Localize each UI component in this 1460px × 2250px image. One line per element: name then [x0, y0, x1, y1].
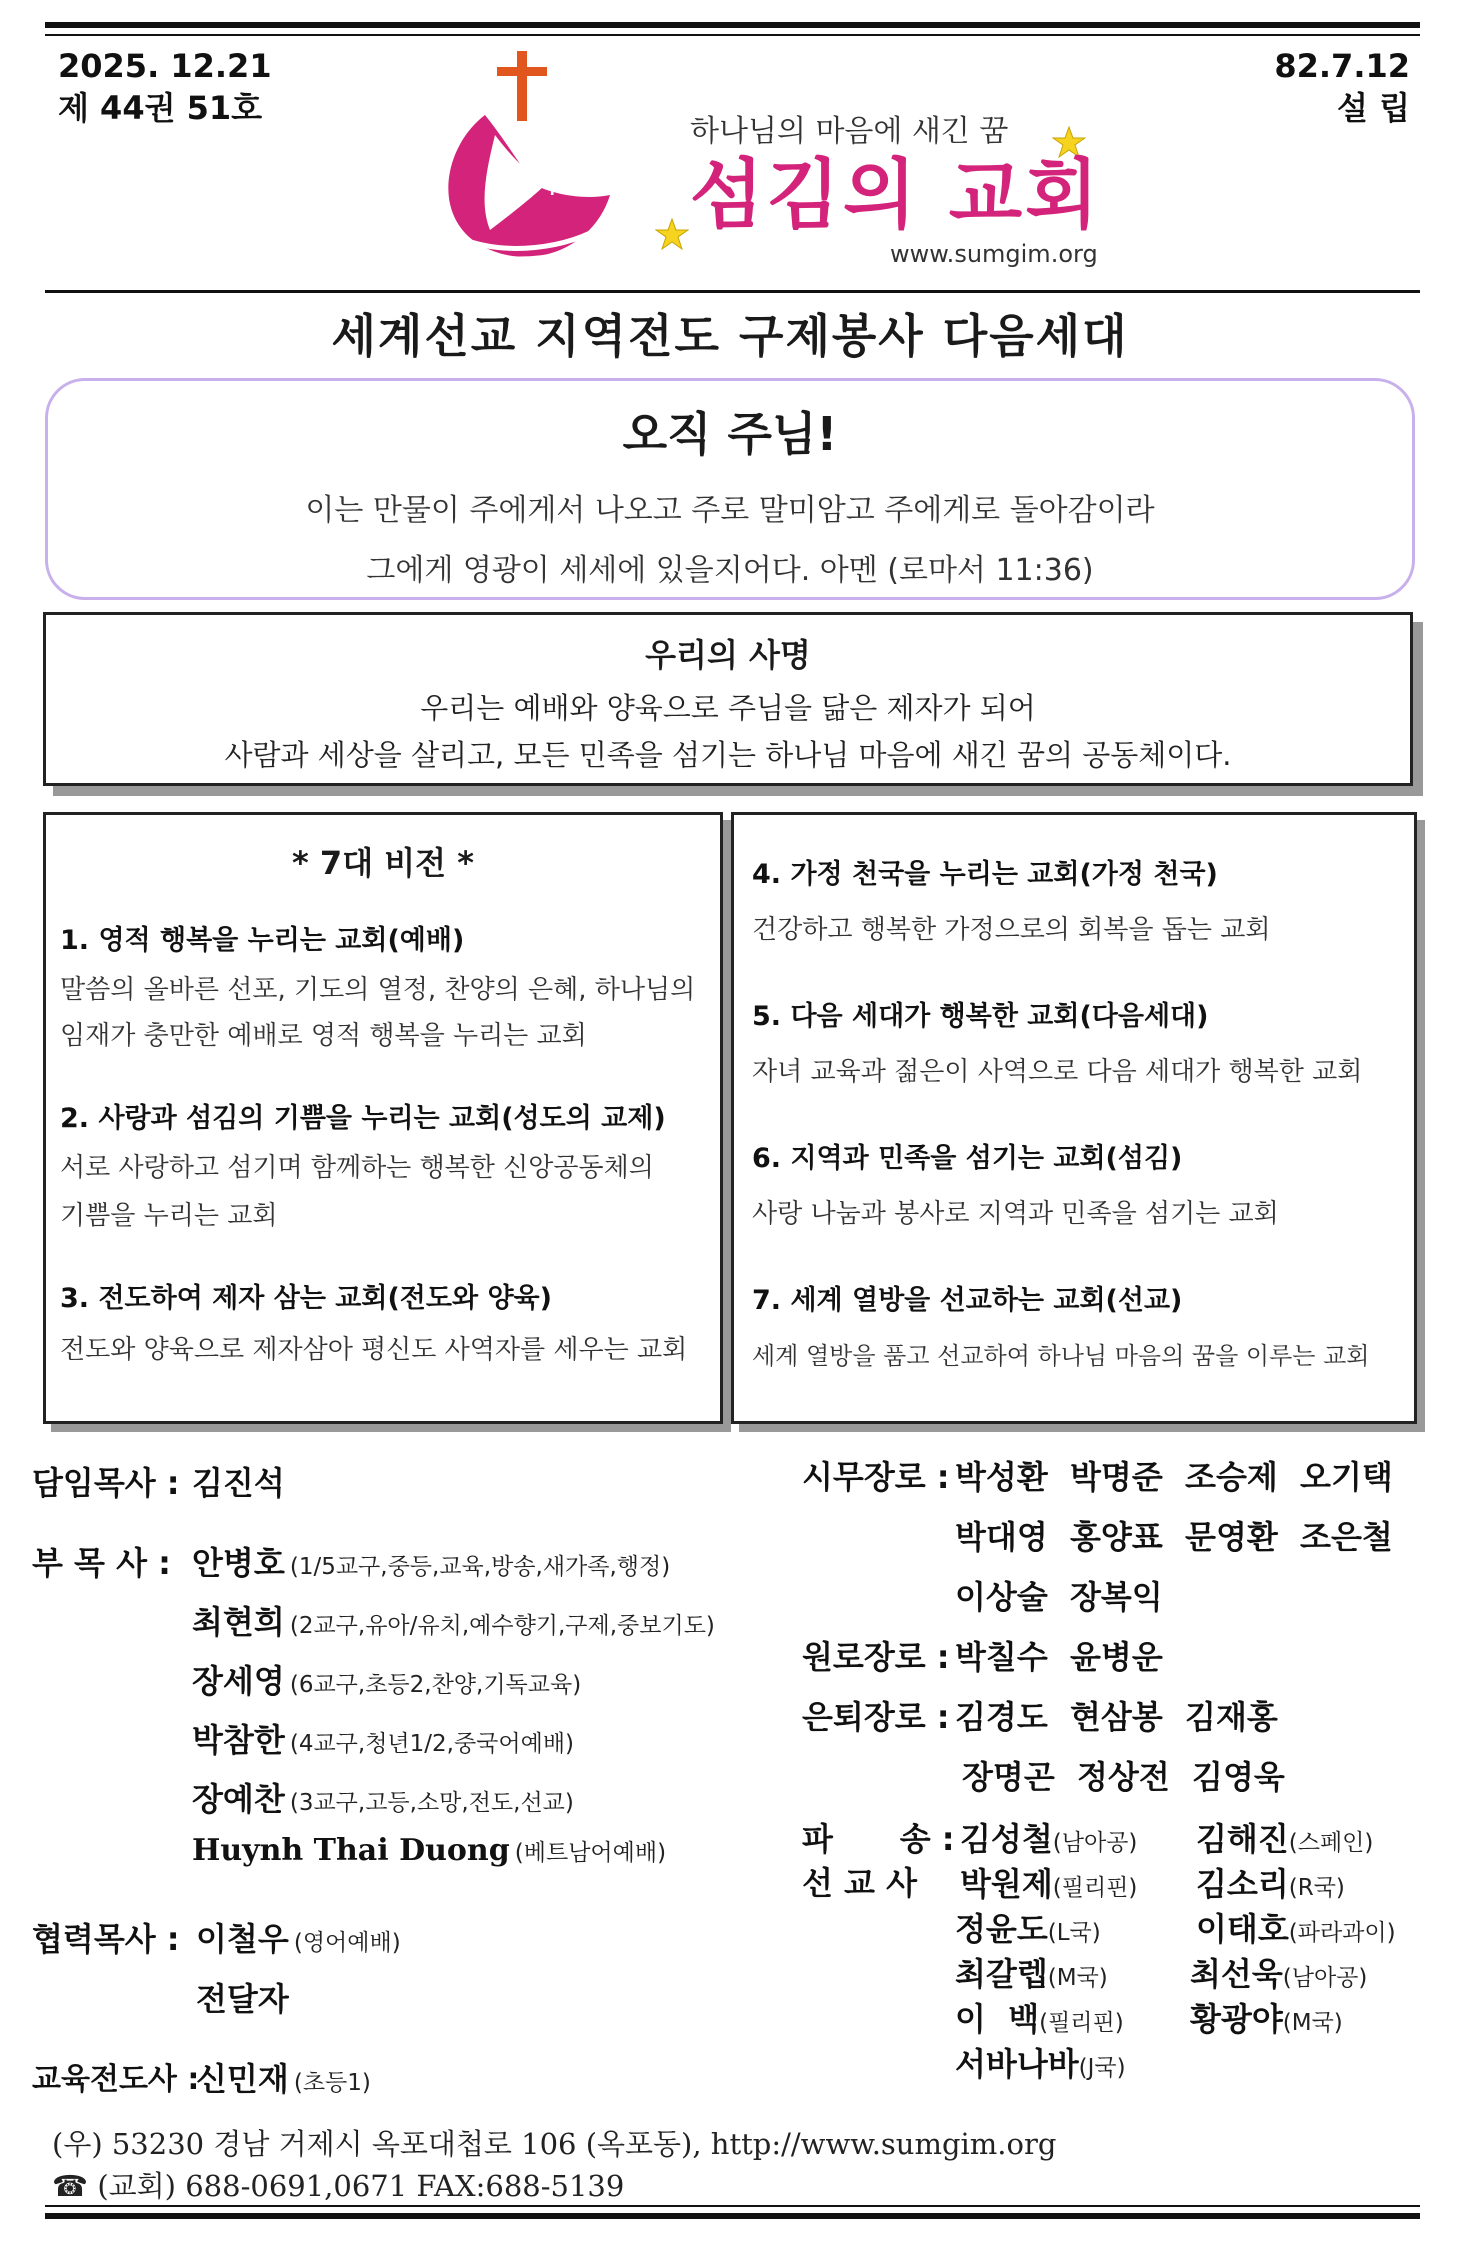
church-address: (우) 53230 경남 거제시 옥포대첩로 106 (옥포동), http://www.sumgim.org — [52, 2127, 1057, 2161]
missionary-region: (필리핀) — [1039, 2010, 1124, 2036]
missionary-item — [955, 2039, 1126, 2085]
missionary-item — [955, 1904, 1101, 1950]
founded-label: 설 립 — [1337, 89, 1410, 127]
mission-line-1: 우리는 예배와 양육으로 주님을 닮은 제자가 되어 — [420, 691, 1036, 725]
issue-date: 2025. 12.21 — [58, 47, 272, 85]
cooperating-pastor-row — [196, 1974, 289, 2020]
missionary-item — [955, 1949, 1108, 1995]
vision-item-3-body: 전도와 양육으로 제자삼아 평신도 사역자를 세우는 교회 — [60, 1335, 688, 1365]
missionary-region: (L국) — [1047, 1920, 1101, 1946]
slogan: 세계선교 지역전도 구제봉사 다음세대 — [331, 309, 1129, 363]
church-website[interactable]: www.sumgim.org — [890, 240, 1098, 268]
education-evangelist-note: (초등1) — [293, 2070, 371, 2096]
vision-item-6-body: 사랑 나눔과 봉사로 지역과 민족을 섬기는 교회 — [752, 1199, 1279, 1229]
vision-item-7-body: 세계 열방을 품고 선교하여 하나님 마음의 꿈을 이루는 교회 — [752, 1342, 1370, 1370]
church-logo-icon — [425, 45, 635, 270]
missionary-name: 최선욱 — [1190, 1955, 1283, 1993]
church-tagline: 하나님의 마음에 새긴 꿈 — [690, 114, 1009, 149]
education-evangelist-row — [196, 2054, 371, 2100]
missionary-region: (파라과이) — [1288, 1920, 1396, 1946]
phone-icon: ☎ — [52, 2169, 89, 2203]
cooperating-pastor-name: 전달자 — [196, 1980, 289, 2018]
missionary-item — [960, 1859, 1137, 1905]
verse-title: 오직 주님! — [622, 407, 838, 461]
verse-line-2: 그에게 영광이 세세에 있을지어다. 아멘 (로마서 11:36) — [366, 553, 1094, 588]
missionary-name: 정윤도 — [955, 1910, 1048, 1948]
mission-line-2: 사람과 세상을 살리고, 모든 민족을 섬기는 하나님 마음에 새긴 꿈의 공동체이다. — [224, 738, 1232, 772]
vision-item-3-head: 3. 전도하여 제자 삼는 교회(전도와 양육) — [60, 1283, 552, 1314]
missionary-item — [1196, 1904, 1396, 1950]
missionary-region: (남아공) — [1052, 1830, 1138, 1856]
mission-title: 우리의 사명 — [645, 636, 811, 674]
missionary-item — [955, 1994, 1124, 2040]
missionary-item — [1190, 1949, 1367, 1995]
cooperating-pastor-label: 협력목사 : — [32, 1920, 180, 1958]
missionary-label-2: 선 교 사 — [802, 1864, 918, 1902]
vision-item-4-body: 건강하고 행복한 가정으로의 회복을 돕는 교회 — [752, 915, 1271, 945]
associate-name: 장예찬 — [192, 1780, 285, 1818]
associate-name: 안병호 — [192, 1544, 285, 1582]
honorary-elders-label: 원로장로 : — [802, 1638, 950, 1676]
missionary-item — [1190, 1994, 1343, 2040]
retired-elders-label: 은퇴장로 : — [802, 1698, 950, 1736]
missionary-name: 박원제 — [960, 1865, 1053, 1903]
missionary-name: 이태호 — [1196, 1910, 1289, 1948]
associate-note: (2교구,유아/유치,예수향기,구제,중보기도) — [289, 1613, 715, 1639]
missionary-item — [960, 1814, 1137, 1860]
svg-text:+++: +++ — [543, 176, 599, 201]
associate-pastor-row — [192, 1774, 574, 1820]
vision-item-2-body2: 기쁨을 누리는 교회 — [60, 1201, 278, 1231]
associate-note: (1/5교구,중등,교육,방송,새가족,행정) — [289, 1554, 671, 1580]
founded-date: 82.7.12 — [1274, 47, 1410, 85]
cooperating-pastor-name: 이철우 — [196, 1920, 289, 1958]
cooperating-pastor-note: (영어예배) — [293, 1930, 401, 1956]
star-icon — [655, 218, 689, 252]
associate-pastor-row — [192, 1656, 581, 1702]
missionary-region: (M국) — [1282, 2010, 1343, 2036]
cooperating-pastor-row — [196, 1914, 401, 1960]
missionary-region: (남아공) — [1282, 1965, 1368, 1991]
elders-label: 시무장로 : — [802, 1458, 950, 1496]
vision-item-1-head: 1. 영적 행복을 누리는 교회(예배) — [60, 925, 465, 956]
elders-row-1: 박성환 박명준 조승제 오기택 — [955, 1458, 1393, 1496]
missionary-name: 최갈렙 — [955, 1955, 1048, 1993]
missionary-name: 김해진 — [1196, 1820, 1289, 1858]
senior-pastor-name: 김진석 — [192, 1464, 285, 1502]
vision-title: * 7대 비전 * — [292, 844, 474, 882]
associate-name: 장세영 — [192, 1662, 285, 1700]
missionary-region: (R국) — [1288, 1875, 1345, 1901]
missionary-region: (필리핀) — [1052, 1875, 1138, 1901]
missionary-name: 김소리 — [1196, 1865, 1289, 1903]
header-rule — [45, 290, 1420, 293]
associate-pastor-row — [192, 1538, 670, 1584]
missionary-region: (M국) — [1047, 1965, 1108, 1991]
missionary-region: (스페인) — [1288, 1830, 1374, 1856]
vision-right-box — [731, 812, 1417, 1424]
issue-volume: 제 44권 51호 — [58, 89, 263, 127]
bottom-rule — [45, 2213, 1420, 2219]
vision-item-1-body: 말씀의 올바른 선포, 기도의 열정, 찬양의 은혜, 하나님의 — [60, 975, 696, 1005]
associate-pastor-row — [192, 1597, 715, 1643]
associate-name: 최현희 — [192, 1603, 285, 1641]
missionary-name: 황광야 — [1190, 2000, 1283, 2038]
church-name: 섬김의 교회 — [690, 150, 1102, 239]
associate-pastor-label: 부 목 사 : — [32, 1544, 171, 1582]
vision-item-6-head: 6. 지역과 민족을 섬기는 교회(섬김) — [752, 1143, 1183, 1174]
vision-item-2-head: 2. 사랑과 섬김의 기쁨을 누리는 교회(성도의 교제) — [60, 1103, 666, 1134]
missionary-item — [1196, 1859, 1345, 1905]
vision-item-5-body: 자녀 교육과 젊은이 사역으로 다음 세대가 행복한 교회 — [752, 1057, 1363, 1087]
education-evangelist-label: 교육전도사 : — [32, 2062, 200, 2097]
missionary-label-1: 파 송 : — [802, 1820, 955, 1858]
vision-item-7-head: 7. 세계 열방을 선교하는 교회(선교) — [752, 1285, 1183, 1316]
associate-note: (6교구,초등2,찬양,기독교육) — [289, 1672, 582, 1698]
retired-elders-row-1: 김경도 현삼봉 김재홍 — [955, 1698, 1278, 1736]
associate-pastor-row — [192, 1715, 574, 1761]
missionary-region: (J국) — [1078, 2055, 1126, 2081]
associate-name: 박참한 — [192, 1721, 285, 1759]
vision-item-2-body: 서로 사랑하고 섬기며 함께하는 행복한 신앙공동체의 — [60, 1153, 654, 1183]
vision-item-5-head: 5. 다음 세대가 행복한 교회(다음세대) — [752, 1001, 1209, 1032]
top-rule — [45, 22, 1420, 28]
missionary-name: 이 백 — [955, 2000, 1040, 2038]
education-evangelist-name: 신민재 — [196, 2060, 289, 2098]
vision-item-1-body2: 임재가 충만한 예배로 영적 행복을 누리는 교회 — [60, 1021, 587, 1051]
church-phone-row — [52, 2164, 624, 2205]
associate-note: (베트남어예배) — [514, 1840, 667, 1866]
honorary-elders: 박칠수 윤병운 — [955, 1638, 1163, 1676]
associate-name: Huynh Thai Duong — [192, 1833, 510, 1868]
top-rule-thin — [45, 34, 1420, 36]
retired-elders-row-2: 장명곤 정상전 김영욱 — [962, 1758, 1285, 1796]
bottom-rule-thin — [45, 2205, 1420, 2207]
missionary-name: 김성철 — [960, 1820, 1053, 1858]
missionary-name: 서바나바 — [955, 2045, 1079, 2083]
verse-line-1: 이는 만물이 주에게서 나오고 주로 말미암고 주에게로 돌아감이라 — [305, 493, 1155, 528]
senior-pastor-label: 담임목사 : — [32, 1464, 180, 1502]
elders-row-3: 이상술 장복익 — [955, 1578, 1163, 1616]
vision-item-4-head: 4. 가정 천국을 누리는 교회(가정 천국) — [752, 859, 1218, 890]
church-phone: (교회) 688-0691,0671 FAX:688-5139 — [97, 2169, 625, 2203]
associate-note: (4교구,청년1/2,중국어예배) — [289, 1731, 575, 1757]
missionary-item — [1196, 1814, 1373, 1860]
elders-row-2: 박대영 홍양표 문영환 조은철 — [955, 1518, 1393, 1556]
associate-pastor-row — [192, 1833, 666, 1868]
associate-note: (3교구,고등,소망,전도,선교) — [289, 1790, 574, 1816]
